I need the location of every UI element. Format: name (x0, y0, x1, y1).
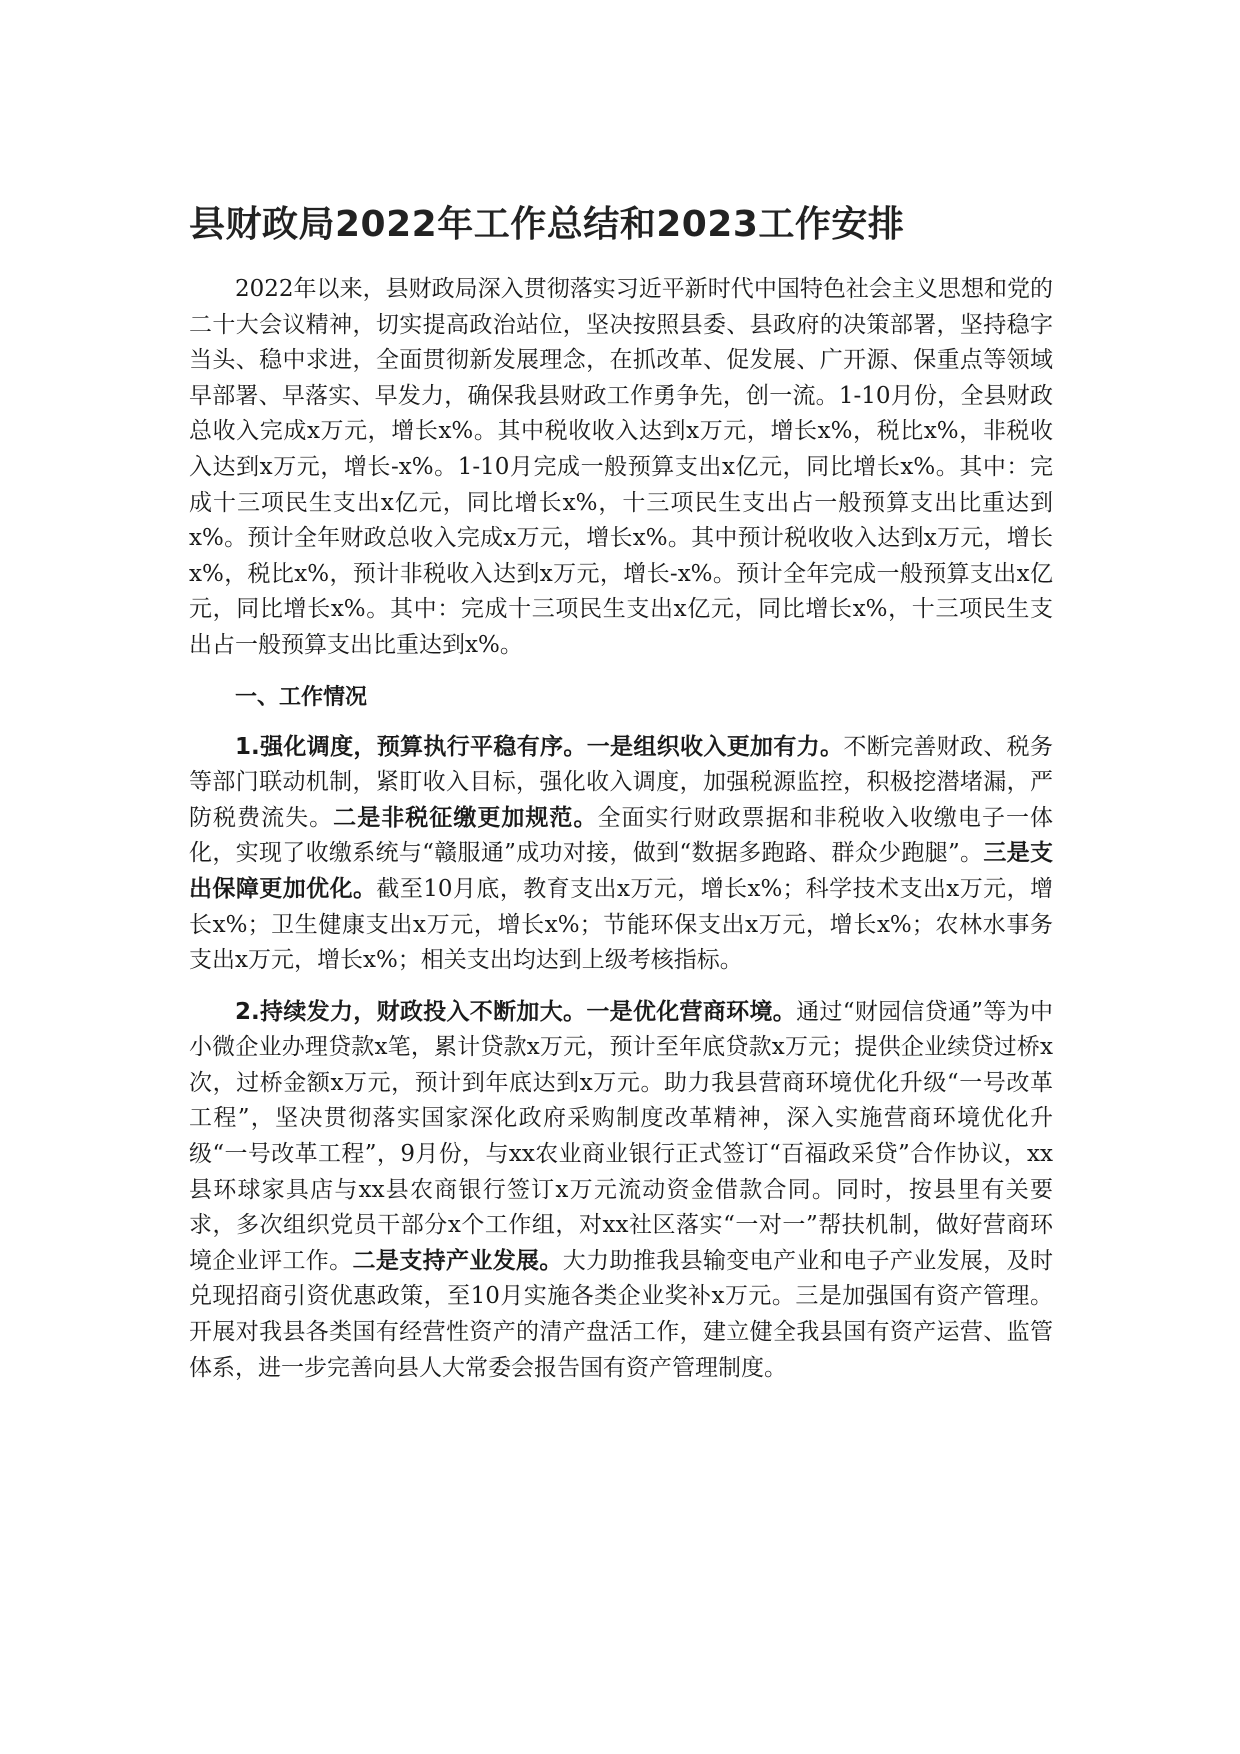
item-1-paragraph (189, 730, 1053, 979)
item-2-lead-2: 二是支持产业发展。 (352, 1247, 563, 1274)
section-heading-work-status: 一、工作情况 (235, 684, 368, 710)
intro-paragraph: 2022年以来，县财政局深入贯彻落实习近平新时代中国特色社会主义思想和党的二十大会议精神，切实提高政治站位，坚决按照县委、县政府的决策部署，坚持稳字当头、稳中求进，全面贯彻新发展理念，在抓改革、促发展、广开源、保重点等领域早部署、早落实、早发力，确保我县财政工作勇争先，创一流。1-10月份，全县财政总收入完成x万元，增长x%。其中税收收入达到x万元，增长x%，税比x%，非税收入达到x万元，增长-x%。1-10月完成一般预算支出x亿元，同比增长x%。其中：完成十三项民生支出x亿元，同比增长x%，十三项民生支出占一般预算支出比重达到x%。预计全年财政总收入完成x万元，增长x%。其中预计税收收入达到x万元，增长x%，税比x%，预计非税收入达到x万元，增长-x%。预计全年完成一般预算支出x亿元，同比增长x%。其中：完成十三项民生支出x亿元，同比增长x%，十三项民生支出占一般预算支出比重达到x%。 (189, 276, 1054, 658)
item-1-lead-2: 二是非税征缴更加规范。 (333, 804, 598, 831)
item-2-text-2: 大力助推我县输变电产业和电子产业发展，及时兑现招商引资优惠政策，至10月实施各类企业奖补x万元。三是加强国有资产管理。开展对我县各类国有经营性资产的清产盘活工作，建立健全我县国有资产运营、监管体系，进一步完善向县人大常委会报告国有资产管理制度。 (189, 1247, 1054, 1381)
document-title: 县财政局2022年工作总结和2023工作安排 (189, 204, 905, 245)
item-1-lead-3: 三是支出保障更加优化。 (189, 840, 1053, 902)
document-page (189, 200, 1053, 1402)
item-2-text-1: 通过“财园信贷通”等为中小微企业办理贷款x笔，累计贷款x万元，预计至年底贷款x万元；提供企业续贷过桥x次，过桥金额x万元，预计到年底达到x万元。助力我县营商环境优化升级“一号改革工程”，坚决贯彻落实国家深化政府采购制度改革精神，深入实施营商环境优化升级“一号改革工程”，9月份，与xx农业商业银行正式签订“百福政采贷”合作协议，xx县环球家具店与xx县农商银行签订x万元流动资金借款合同。同时，按县里有关要求，多次组织党员干部分x个工作组，对xx社区落实“一对一”帮扶机制，做好营商环境企业评工作。 (189, 998, 1053, 1274)
item-1-text-1: 不断完善财政、税务等部门联动机制，紧盯收入目标，强化收入调度，加强税源监控，积极挖潜堵漏，严防税费流失。 (189, 733, 1053, 831)
item-1-lead-1: 1.强化调度，预算执行平稳有序。一是组织收入更加有力。 (235, 733, 844, 760)
item-2-paragraph (189, 995, 1053, 1387)
item-2-lead-1: 2.持续发力，财政投入不断加大。一是优化营商环境。 (235, 998, 797, 1025)
item-1-text-2: 全面实行财政票据和非税收入收缴电子一体化，实现了收缴系统与“赣服通”成功对接，做到“数据多跑路、群众少跑腿”。 (189, 804, 1054, 867)
item-1-text-3: 截至10月底，教育支出x万元，增长x%；科学技术支出x万元，增长x%；卫生健康支出x万元，增长x%；节能环保支出x万元，增长x%；农林水事务支出x万元，增长x%；相关支出均达到上级考核指标。 (189, 875, 1053, 974)
